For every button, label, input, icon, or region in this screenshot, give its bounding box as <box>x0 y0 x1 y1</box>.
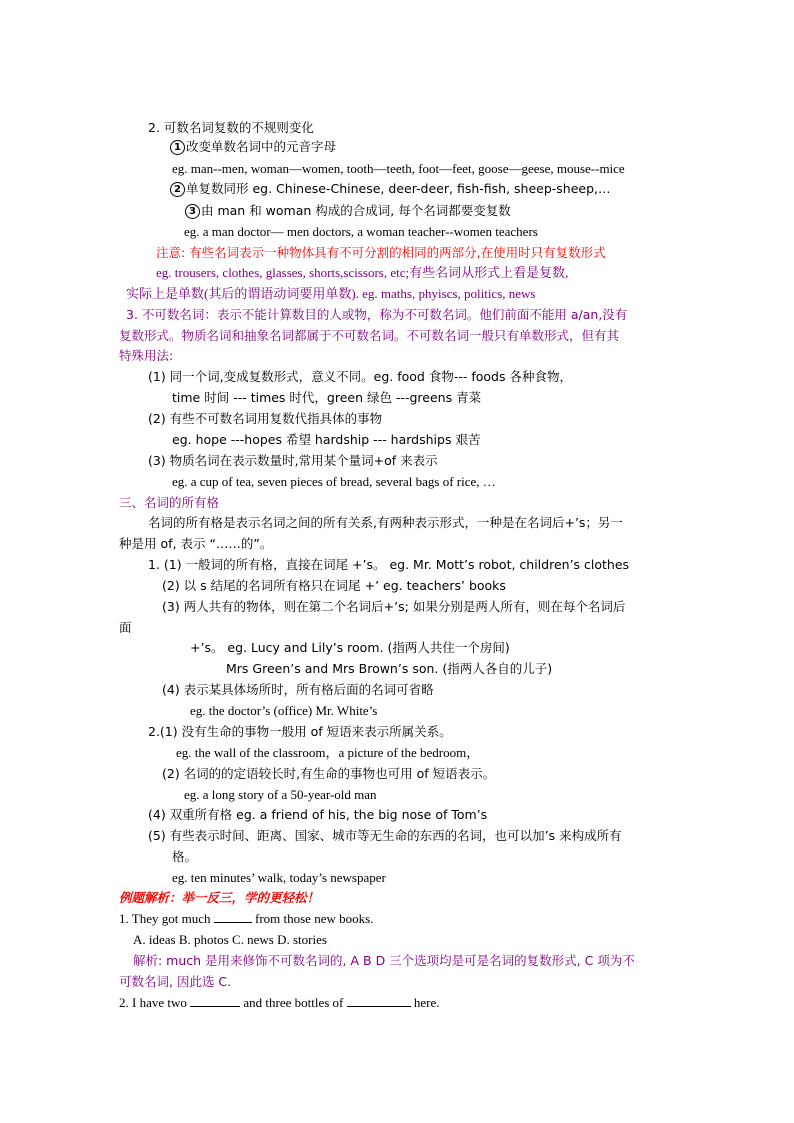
possessive-rule-1-1: 1. (1) 一般词的所有格，直接在词尾 +’s。 eg. Mr. Mott’s robot, children’s clothes <box>148 557 630 572</box>
uncountable-def-3: 特殊用法: <box>119 348 174 363</box>
possessive-example-time: eg. ten minutes’ walk, today’s newspaper <box>172 870 386 885</box>
examples-heading: 例题解析：举一反三，学的更轻松！ <box>119 890 320 905</box>
usage-1: (1) 同一个词,变成复数形式，意义不同。eg. food 食物--- foods 各种食物， <box>148 369 572 384</box>
possessive-intro-2: 种是用 of, 表示 “……的”。 <box>119 536 273 551</box>
note-plural-only: 注意: 有些名词表示一种物体具有不可分割的相同的两部分,在使用时只有复数形式 <box>156 245 606 260</box>
usage-3-example: eg. a cup of tea, seven pieces of bread, several bags of rice, … <box>172 474 496 489</box>
possessive-example-separate: Mrs Green’s and Mrs Brown’s son. (指两人各自的儿子) <box>226 661 553 676</box>
note-example-1: eg. trousers, clothes, glasses, shorts,scissors, etc;有些名词从形式上看是复数, <box>156 265 569 280</box>
possessive-intro-1: 名词的所有格是表示名词之间的所有关系,有两种表示形式，一种是在名词后+’s；另一 <box>148 515 623 530</box>
possessive-rule-inanimate: (5) 有些表示时间、距离、国家、城市等无生命的东西的名词，也可以加’s 来构成所有 <box>148 828 622 843</box>
circled-number: 2 <box>170 182 185 197</box>
possessive-example-of: eg. the wall of the classroom，a picture of the bedroom， <box>176 745 480 760</box>
usage-2: (2) 有些不可数名词用复数代指具体的事物 <box>148 411 383 426</box>
possessive-example-long: eg. a long story of a 50-year-old man <box>184 787 377 802</box>
possessive-rule-inanimate-cont: 格。 <box>172 849 198 864</box>
usage-2-example: eg. hope ---hopes 希望 hardship --- hardships 艰苦 <box>172 432 481 447</box>
rule-compound-words: 3 由 man 和 woman 构成的合成词, 每个名词都要变复数 <box>185 202 511 220</box>
question-2: 2. I have two and three bottles of here. <box>119 995 440 1010</box>
possessive-rule-double: (4) 双重所有格 eg. a friend of his, the big nose of Tom’s <box>148 807 488 822</box>
possessive-rule-1-3: (3) 两人共有的物体，则在第二个名词后+’s; 如果分别是两人所有，则在每个名词后 <box>162 599 626 614</box>
question-1-options: A. ideas B. photos C. news D. stories <box>133 932 327 947</box>
heading-irregular-plurals: 2. 可数名词复数的不规则变化 <box>148 120 314 135</box>
usage-3: (3) 物质名词在表示数量时,常用某个量词+of 来表示 <box>148 453 438 468</box>
circled-number: 1 <box>170 140 185 155</box>
possessive-example-joint: +’s。 eg. Lucy and Lily’s room. (指两人共住一个房间) <box>190 640 510 655</box>
note-example-2: 实际上是单数(其后的谓语动词要用单数). eg. maths, phyiscs, politics, news <box>126 286 536 301</box>
rule-vowel-change: 1 改变单数名词中的元音字母 <box>170 138 336 156</box>
circled-number: 3 <box>185 204 200 219</box>
answer-blank <box>214 910 252 923</box>
answer-blank <box>347 994 411 1007</box>
rule-same-form: 2 单复数同形 eg. Chinese-Chinese, deer-deer, fish-fish, sheep-sheep,… <box>170 180 611 198</box>
analysis-1: 解析: much 是用来修饰不可数名词的, A B D 三个选项均是可是名词的复数形式, C 项为不 <box>133 953 635 968</box>
usage-1-example: time 时间 --- times 时代，green 绿色 ---greens 青菜 <box>172 390 482 405</box>
question-1: 1. They got much from those new books. <box>119 911 374 926</box>
possessive-rule-2-1: 2.(1) 没有生命的事物一般用 of 短语来表示所属关系。 <box>148 724 452 739</box>
possessive-rule-1-3-cont: 面 <box>119 620 132 635</box>
possessive-rule-1-2: (2) 以 s 结尾的名词所有格只在词尾 +’ eg. teachers’ books <box>162 578 506 593</box>
uncountable-def-2: 复数形式。物质名词和抽象名词都属于不可数名词。不可数名词一般只有单数形式，但有其 <box>119 328 620 343</box>
example-compound-words: eg. a man doctor— men doctors, a woman teacher--women teachers <box>184 224 538 239</box>
possessive-rule-2-2: (2) 名词的的定语较长时,有生命的事物也可用 of 短语表示。 <box>162 766 496 781</box>
analysis-1-cont: 可数名词, 因此选 C. <box>119 974 232 989</box>
example-vowel-change: eg. man--men, woman—women, tooth—teeth, foot—feet, goose—geese, mouse--mice <box>172 161 625 176</box>
possessive-rule-1-4: (4) 表示某具体场所时，所有格后面的名词可省略 <box>162 682 434 697</box>
answer-blank <box>190 994 240 1007</box>
section-possessive-heading: 三、名词的所有格 <box>119 495 220 510</box>
uncountable-def-1: 3. 不可数名词：表示不能计算数目的人或物，称为不可数名词。他们前面不能用 a/an,没有 <box>126 307 628 322</box>
possessive-example-place: eg. the doctor’s (office) Mr. White’s <box>190 703 378 718</box>
